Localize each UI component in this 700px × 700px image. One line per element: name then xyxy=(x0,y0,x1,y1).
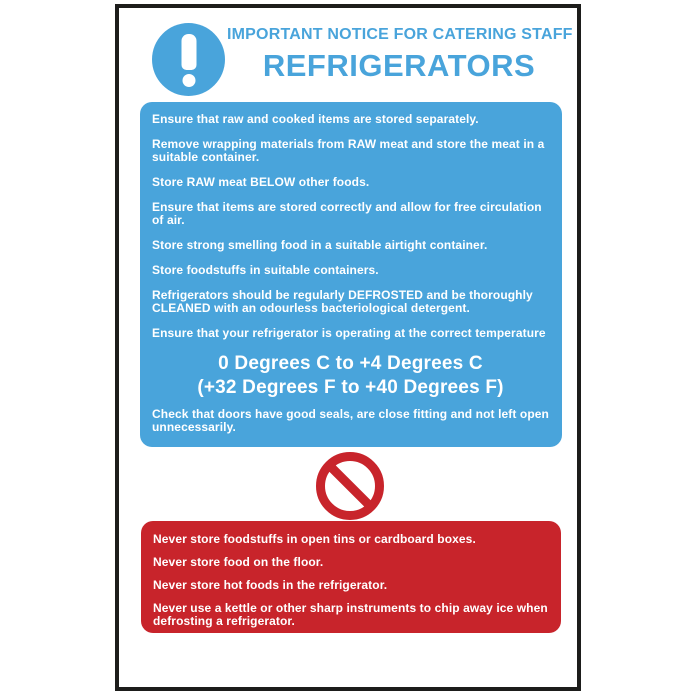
notice-line: IMPORTANT NOTICE FOR CATERING STAFF xyxy=(227,26,573,43)
temperature-celsius: 0 Degrees C to +4 Degrees C xyxy=(218,353,483,374)
exclamation-bar xyxy=(181,34,196,70)
temperature-block xyxy=(152,352,549,400)
dont-instructions-panel xyxy=(141,521,561,633)
do-item: Refrigerators should be regularly DEFROSTED and be thoroughly CLEANED with an odourless bacteriological detergent. xyxy=(152,288,533,315)
do-item: Ensure that raw and cooked items are stored separately. xyxy=(152,112,479,126)
sign-frame xyxy=(115,4,581,691)
do-item: Ensure that items are stored correctly and allow for free circulation of air. xyxy=(152,200,542,227)
sign-title: REFRIGERATORS xyxy=(262,48,536,83)
dont-item: Never store foodstuffs in open tins or cardboard boxes. xyxy=(153,532,476,546)
dont-item: Never store hot foods in the refrigerator. xyxy=(153,578,388,592)
do-instructions-panel xyxy=(140,102,562,447)
header-text xyxy=(227,25,571,83)
dont-item: Never store food on the floor. xyxy=(153,555,324,569)
temperature-fahrenheit: (+32 Degrees F to +40 Degrees F) xyxy=(197,377,504,398)
exclamation-dot xyxy=(182,74,195,87)
do-item: Remove wrapping materials from RAW meat and store the meat in a suitable container. xyxy=(152,137,545,164)
do-item: Store foodstuffs in suitable containers. xyxy=(152,263,379,277)
do-item: Store RAW meat BELOW other foods. xyxy=(152,175,370,189)
dont-item: Never use a kettle or other sharp instruments to chip away ice when defrosting a refrigerator. xyxy=(153,601,548,628)
prohibition-slash xyxy=(328,464,373,509)
sign-header xyxy=(119,8,577,102)
do-item: Store strong smelling food in a suitable airtight container. xyxy=(152,238,488,252)
do-item: Ensure that your refrigerator is operating at the correct temperature xyxy=(152,326,546,340)
mandatory-exclamation-icon xyxy=(152,23,225,96)
no-prohibition-icon xyxy=(316,452,384,520)
do-item: Check that doors have good seals, are close fitting and not left open unnecessarily. xyxy=(152,407,549,434)
